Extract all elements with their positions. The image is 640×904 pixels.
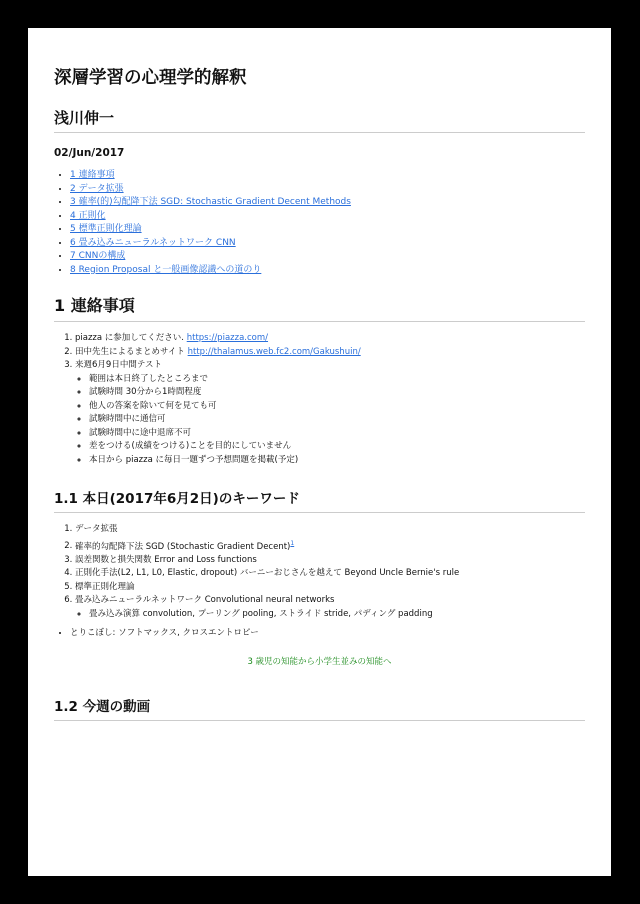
list-item: ◦ 試験時間 30分から1時間程度 [89, 386, 585, 400]
toc-link-2[interactable]: 2 データ拡張 [70, 183, 124, 194]
toc-item [70, 183, 585, 197]
list-item: 5. 標準正則化理論 [75, 581, 585, 595]
document-date: 02/Jun/2017 [54, 147, 125, 159]
toc-link-1[interactable]: 1 連絡事項 [70, 170, 115, 180]
piazza-link[interactable]: https://piazza.com/ [186, 333, 269, 343]
table-of-contents [54, 169, 585, 277]
list-item: ◦ 範囲は本日終了したところまで [89, 373, 585, 387]
list-item-text: 来週6月9日中間テスト [75, 360, 162, 370]
toc-link-6[interactable]: 6 畳み込みニューラルネットワーク CNN [70, 237, 236, 248]
list-item [75, 594, 585, 621]
list-item: ◦ 差をつける(成績をつける)ことを目的にしていません [89, 440, 585, 454]
document-title: 深層学習の心理学的解釈 [54, 68, 247, 88]
list-item [75, 346, 585, 360]
list-item: ◦ 本日から piazza に毎日一題ずつ予想問題を掲載(予定) [89, 454, 585, 468]
footnote-link[interactable]: 1 [290, 539, 295, 547]
toc-item [70, 250, 585, 264]
list-item-text: 田中先生によるまとめサイト [75, 346, 185, 357]
toc-item [70, 169, 585, 183]
toc-link-5[interactable]: 5 標準正則化理論 [70, 224, 142, 234]
list-item: ◦ 他人の答案を除いて何を見ても可 [89, 400, 585, 414]
list-item: ◦ 試験時間中に通信可 [89, 413, 585, 427]
section-heading-videos: 1.2 今週の動画 [54, 697, 585, 721]
list-item: ◦ 試験時間中に途中退席不可 [89, 427, 585, 441]
list-item-text: 畳み込みニューラルネットワーク Convolutional neural networks [75, 595, 335, 606]
author-name: 浅川伸一 [54, 108, 585, 133]
list-item: 3. 誤差関数と損失関数 Error and Loss functions [75, 554, 585, 568]
list-item: 1. データ拡張 [75, 523, 585, 537]
highlight-note: 3 歳児の知能から小学生並みの知能へ [247, 656, 392, 667]
document-page [28, 28, 611, 876]
toc-item [70, 223, 585, 237]
list-item [75, 332, 585, 346]
toc-link-7[interactable]: 7 CNNの構成 [70, 251, 126, 261]
toc-item [70, 196, 585, 210]
list-item: • とりこぼし: ソフトマックス, クロスエントロピー [70, 627, 585, 641]
summary-site-link[interactable]: http://thalamus.web.fc2.com/Gakushuin/ [187, 346, 361, 357]
exam-details-list [75, 373, 585, 468]
toc-item [70, 237, 585, 251]
list-item-text: piazza に参加してください. [75, 333, 185, 343]
list-item [75, 359, 585, 467]
keywords-list [54, 523, 585, 621]
list-item-text: 確率的勾配降下法 SGD (Stochastic Gradient Decent) [75, 541, 291, 552]
section-heading-keywords: 1.1 本日(2017年6月2日)のキーワード [54, 489, 585, 513]
toc-link-8[interactable]: 8 Region Proposal と一般画像認識への道のり [70, 264, 262, 275]
toc-link-3[interactable]: 3 確率(的)勾配降下法 SGD: Stochastic Gradient Decent Methods [70, 197, 351, 207]
toc-item [70, 210, 585, 224]
list-item [75, 537, 585, 554]
section-heading-announcements: 1 連絡事項 [54, 295, 585, 322]
list-item: ◦ 畳み込み演算 convolution, プーリング pooling, ストライド stride, パディング padding [89, 608, 585, 622]
toc-link-4[interactable]: 4 正則化 [70, 210, 106, 221]
announcements-list [54, 332, 585, 467]
toc-item [70, 264, 585, 278]
list-item: 4. 正則化手法(L2, L1, L0, Elastic, dropout) バーニーおじさんを越えて Beyond Uncle Bernie's rule [75, 567, 585, 581]
aside-list [54, 627, 585, 641]
cnn-subitems-list [75, 608, 585, 622]
document-content [54, 66, 585, 721]
